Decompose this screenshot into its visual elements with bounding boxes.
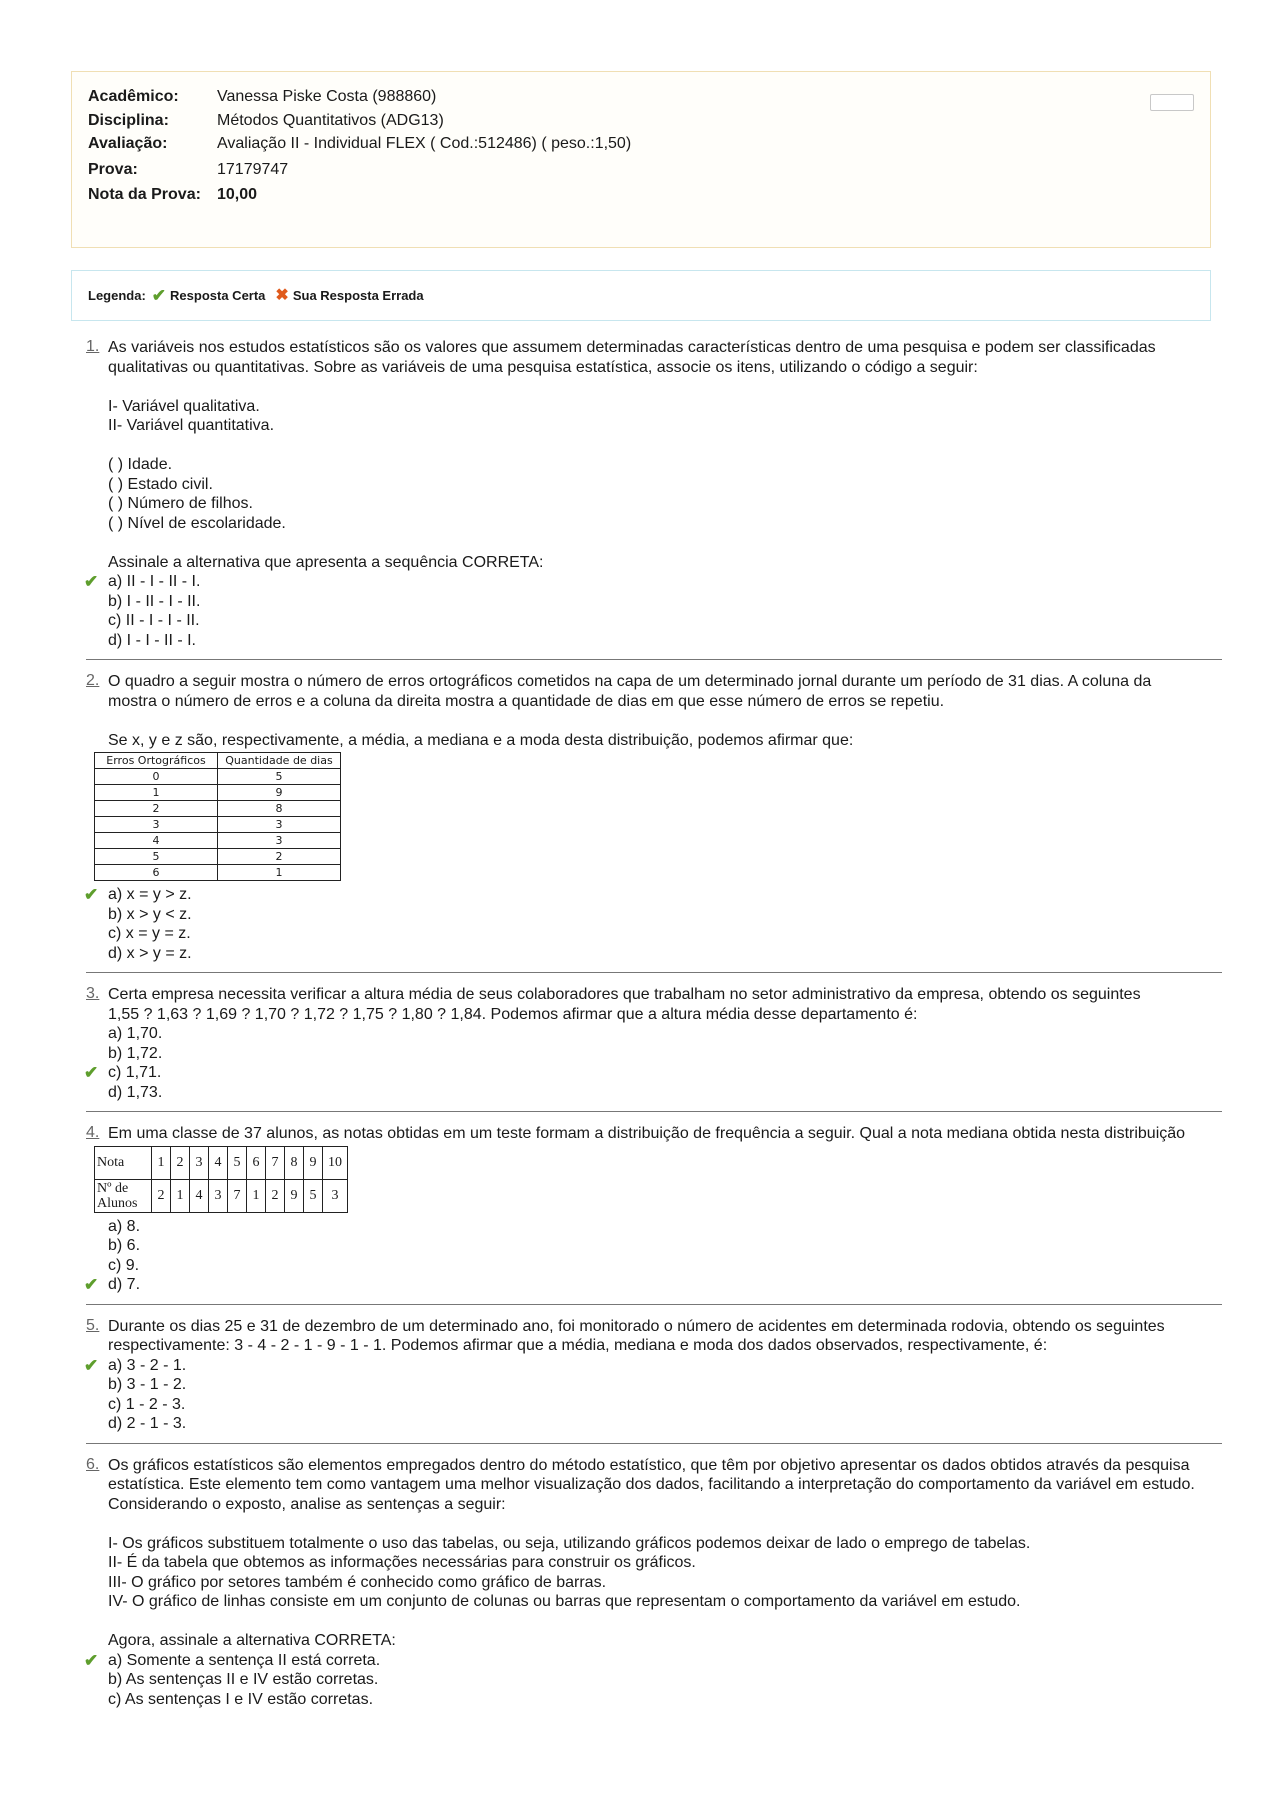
question bbox=[86, 672, 1222, 973]
question-text-line: mostra o número de erros e a coluna da direita mostra a quantidade de dias em que esse número de erros se repetiu. bbox=[108, 692, 945, 710]
answer-option-text: c) As sentenças I e IV estão corretas. bbox=[108, 1690, 374, 1708]
table-header-cell: Erros Ortográficos bbox=[95, 753, 218, 769]
student-info-box bbox=[71, 71, 1211, 248]
question-text-line: 1,55 ? 1,63 ? 1,69 ? 1,70 ? 1,72 ? 1,75 ? 1,80 ? 1,84. Podemos afirmar que a altura média desse departamento é: bbox=[108, 1005, 918, 1023]
question bbox=[86, 985, 1222, 1112]
info-label: Avaliação: bbox=[88, 135, 168, 152]
question-number-link[interactable]: 5. bbox=[86, 1316, 100, 1334]
table-cell: 3 bbox=[218, 817, 341, 833]
question-text-line: respectivamente: 3 - 4 - 2 - 1 - 9 - 1 - 1. Podemos afirmar que a média, mediana e moda dos dados observados, respectivamente, é: bbox=[108, 1337, 1048, 1354]
table-cell: 4 bbox=[190, 1179, 209, 1212]
answer-option bbox=[108, 611, 1222, 631]
answer-option bbox=[108, 1024, 1222, 1044]
question-number-link[interactable]: 6. bbox=[86, 1455, 100, 1473]
table-cell: 6 bbox=[95, 865, 218, 881]
divider bbox=[86, 1443, 1222, 1444]
question-number-link[interactable]: 2. bbox=[86, 672, 100, 689]
question-text-line: Durante os dias 25 e 31 de dezembro de um determinado ano, foi monitorado o número de acidentes em determinada rodovia, obtendo os seguintes bbox=[108, 1317, 1165, 1335]
question-text-line: Os gráficos estatísticos são elementos empregados dentro do método estatístico, que têm por objetivo apresentar os dados obtidos através da pesquisa bbox=[108, 1456, 1190, 1474]
table-cell: 2 bbox=[218, 849, 341, 865]
info-value: Vanessa Piske Costa (988860) bbox=[217, 88, 437, 105]
table-cell: 1 bbox=[218, 865, 341, 881]
info-label: Disciplina: bbox=[88, 112, 169, 129]
question-text-line: IV- O gráfico de linhas consiste em um conjunto de colunas ou barras que representam o comportamento da variável em estudo. bbox=[108, 1593, 1021, 1610]
table-cell: 6 bbox=[247, 1146, 266, 1179]
blank-line bbox=[108, 711, 1222, 731]
divider bbox=[86, 972, 1222, 973]
question bbox=[86, 1456, 1222, 1710]
answer-option bbox=[108, 631, 1222, 651]
answer-option bbox=[108, 1256, 1222, 1276]
answer-option bbox=[84, 1063, 1222, 1083]
check-icon: ✔ bbox=[84, 1355, 99, 1375]
answer-option-text: c) 1 - 2 - 3. bbox=[108, 1395, 186, 1413]
answer-option-text: d) 2 - 1 - 3. bbox=[108, 1415, 187, 1432]
question bbox=[86, 1124, 1222, 1305]
answer-option-text: c) x = y = z. bbox=[108, 925, 191, 942]
question-text-line: ( ) Número de filhos. bbox=[108, 495, 253, 512]
table-cell: 3 bbox=[218, 833, 341, 849]
answer-option-text: a) 3 - 2 - 1. bbox=[108, 1356, 187, 1374]
answer-option-text: d) I - I - II - I. bbox=[108, 631, 196, 649]
answer-option bbox=[84, 885, 1222, 905]
question-number-link[interactable]: 1. bbox=[86, 338, 100, 355]
question-number-link[interactable]: 4. bbox=[86, 1124, 100, 1141]
table-cell: 4 bbox=[95, 833, 218, 849]
answer-option bbox=[108, 905, 1222, 925]
table-cell: 9 bbox=[218, 785, 341, 801]
table-cell: 5 bbox=[304, 1179, 323, 1212]
answer-option-text: a) II - I - II - I. bbox=[108, 573, 201, 590]
table-row bbox=[95, 817, 341, 833]
question-text-line: Assinale a alternativa que apresenta a sequência CORRETA: bbox=[108, 553, 544, 571]
question-text-line: As variáveis nos estudos estatísticos são os valores que assumem determinadas características dentro de uma pesquisa e podem ser classificadas bbox=[108, 339, 1156, 356]
table-cell: 7 bbox=[266, 1146, 285, 1179]
table-row bbox=[95, 833, 341, 849]
answer-option-text: b) x > y < z. bbox=[108, 905, 192, 923]
question bbox=[86, 338, 1222, 660]
table-header-cell: Nota bbox=[95, 1146, 152, 1179]
question-text-line: Certa empresa necessita verificar a altura média de seus colaboradores que trabalham no setor administrativo da empresa, obtendo os seguintes bbox=[108, 986, 1141, 1003]
table-cell: 5 bbox=[95, 849, 218, 865]
divider bbox=[86, 1111, 1222, 1112]
info-value: Métodos Quantitativos (ADG13) bbox=[217, 112, 444, 129]
answer-option bbox=[108, 924, 1222, 944]
answer-option-text: b) As sentenças II e IV estão corretas. bbox=[108, 1671, 379, 1688]
cross-icon: ✖ bbox=[275, 286, 289, 304]
answer-option bbox=[108, 1044, 1222, 1064]
table-cell: 3 bbox=[190, 1146, 209, 1179]
answer-option-text: a) x = y > z. bbox=[108, 886, 192, 903]
check-icon: ✔ bbox=[151, 286, 167, 305]
blank-line bbox=[108, 1514, 1222, 1534]
question bbox=[86, 1317, 1222, 1444]
answer-option bbox=[108, 1375, 1222, 1395]
info-label: Nota da Prova: bbox=[88, 186, 201, 203]
table-row bbox=[95, 849, 341, 865]
question-text-line: Agora, assinale a alternativa CORRETA: bbox=[108, 1632, 396, 1649]
answer-option-text: a) Somente a sentença II está correta. bbox=[108, 1651, 381, 1669]
question-text-line: Em uma classe de 37 alunos, as notas obtidas em um teste formam a distribuição de frequência a seguir. Qual a nota mediana obtida nesta distribuição bbox=[108, 1125, 1186, 1142]
answer-option-text: c) 9. bbox=[108, 1256, 140, 1274]
table-cell: 7 bbox=[228, 1179, 247, 1212]
table-header-cell: Nº de Alunos bbox=[95, 1179, 152, 1212]
blank-line bbox=[108, 533, 1222, 553]
table-row bbox=[95, 1179, 348, 1212]
info-label: Acadêmico: bbox=[88, 88, 179, 105]
question-text-line: III- O gráfico por setores também é conhecido como gráfico de barras. bbox=[108, 1573, 607, 1591]
errors-table bbox=[94, 752, 341, 881]
check-icon: ✔ bbox=[84, 572, 99, 591]
table-cell: 2 bbox=[266, 1179, 285, 1212]
question-text-line: ( ) Idade. bbox=[108, 456, 173, 473]
question-text-line: Considerando o exposto, analise as sentenças a seguir: bbox=[108, 1495, 506, 1513]
answer-option bbox=[84, 1355, 1222, 1376]
legend-correct-label: Resposta Certa bbox=[170, 288, 266, 303]
table-cell: 0 bbox=[95, 769, 218, 785]
answer-option bbox=[84, 1275, 1222, 1295]
answer-option bbox=[108, 944, 1222, 964]
answer-option bbox=[84, 1650, 1222, 1671]
answer-option bbox=[108, 592, 1222, 612]
answer-option bbox=[108, 1414, 1222, 1434]
legend-box bbox=[71, 270, 1211, 321]
info-value: Avaliação II - Individual FLEX ( Cod.:512486) ( peso.:1,50) bbox=[217, 135, 632, 152]
answer-option-text: b) 6. bbox=[108, 1237, 141, 1254]
table-row bbox=[95, 1146, 348, 1179]
table-row bbox=[95, 801, 341, 817]
legend-label: Legenda: bbox=[88, 288, 146, 303]
question-text-line: O quadro a seguir mostra o número de erros ortográficos cometidos na capa de um determinado jornal durante um período de 31 dias. A coluna da bbox=[108, 673, 1152, 690]
table-cell: 1 bbox=[95, 785, 218, 801]
question-text-line: II- É da tabela que obtemos as informações necessárias para construir os gráficos. bbox=[108, 1554, 696, 1571]
table-cell: 8 bbox=[218, 801, 341, 817]
blank-line bbox=[108, 1612, 1222, 1632]
table-row bbox=[95, 785, 341, 801]
answer-option-text: b) 3 - 1 - 2. bbox=[108, 1376, 187, 1393]
question-number-link[interactable]: 3. bbox=[86, 985, 100, 1002]
questions-list bbox=[86, 338, 1222, 1709]
table-cell: 10 bbox=[323, 1146, 348, 1179]
table-cell: 1 bbox=[152, 1146, 171, 1179]
table-cell: 5 bbox=[218, 769, 341, 785]
answer-option-text: d) 7. bbox=[108, 1276, 141, 1293]
answer-option-text: b) 1,72. bbox=[108, 1044, 163, 1062]
table-cell: 3 bbox=[209, 1179, 228, 1212]
table-cell: 4 bbox=[209, 1146, 228, 1179]
question-text-line: I- Variável qualitativa. bbox=[108, 397, 260, 415]
legend-wrong-label: Sua Resposta Errada bbox=[292, 288, 424, 303]
answer-option-text: c) II - I - I - II. bbox=[108, 612, 200, 629]
table-cell: 2 bbox=[152, 1179, 171, 1212]
answer-option-text: d) x > y = z. bbox=[108, 944, 192, 962]
table-cell: 1 bbox=[247, 1179, 266, 1212]
answer-option bbox=[108, 1395, 1222, 1415]
table-cell: 9 bbox=[304, 1146, 323, 1179]
question-text-line: ( ) Estado civil. bbox=[108, 475, 213, 493]
info-value: 10,00 bbox=[217, 186, 258, 203]
blank-line bbox=[108, 436, 1222, 456]
table-cell: 9 bbox=[285, 1179, 304, 1212]
table-row bbox=[95, 865, 341, 881]
answer-option-text: a) 8. bbox=[108, 1217, 141, 1235]
question-text-line: Se x, y e z são, respectivamente, a média, a mediana e a moda desta distribuição, podemos afirmar que: bbox=[108, 731, 854, 749]
table-cell: 1 bbox=[171, 1179, 190, 1212]
answer-option-text: d) 1,73. bbox=[108, 1083, 163, 1101]
table-cell: 3 bbox=[95, 817, 218, 833]
table-cell: 2 bbox=[95, 801, 218, 817]
answer-option-text: a) 1,70. bbox=[108, 1025, 163, 1042]
check-icon: ✔ bbox=[84, 1650, 99, 1670]
check-icon: ✔ bbox=[84, 1063, 99, 1082]
print-button[interactable] bbox=[1150, 94, 1194, 111]
answer-option bbox=[108, 1217, 1222, 1237]
answer-option bbox=[108, 1690, 1222, 1710]
answer-option-text: b) I - II - I - II. bbox=[108, 592, 201, 610]
check-icon: ✔ bbox=[84, 885, 99, 904]
answer-option bbox=[108, 1670, 1222, 1690]
question-text-line: II- Variável quantitativa. bbox=[108, 417, 275, 434]
answer-option bbox=[108, 1236, 1222, 1256]
question-text-line: I- Os gráficos substituem totalmente o uso das tabelas, ou seja, utilizando gráficos podemos deixar de lado o emprego de tabelas. bbox=[108, 1534, 1031, 1552]
info-value: 17179747 bbox=[217, 161, 289, 178]
blank-line bbox=[108, 377, 1222, 397]
question-text-line: ( ) Nível de escolaridade. bbox=[108, 514, 286, 532]
table-cell: 5 bbox=[228, 1146, 247, 1179]
table-row bbox=[95, 769, 341, 785]
info-label: Prova: bbox=[88, 161, 138, 178]
divider bbox=[86, 1304, 1222, 1305]
table-cell: 3 bbox=[323, 1179, 348, 1212]
question-text-line: qualitativas ou quantitativas. Sobre as variáveis de uma pesquisa estatística, associe os itens, utilizando o código a seguir: bbox=[108, 358, 978, 376]
check-icon: ✔ bbox=[84, 1275, 99, 1294]
answer-option-text: c) 1,71. bbox=[108, 1064, 162, 1081]
answer-option bbox=[108, 1083, 1222, 1103]
table-cell: 2 bbox=[171, 1146, 190, 1179]
question-text-line: estatística. Este elemento tem como vantagem uma melhor visualização dos dados, facilitando a interpretação do comportamento da variável em estudo. bbox=[108, 1476, 1195, 1493]
table-cell: 8 bbox=[285, 1146, 304, 1179]
answer-option bbox=[84, 572, 1222, 592]
divider bbox=[86, 659, 1222, 660]
table-header-cell: Quantidade de dias bbox=[218, 753, 341, 769]
grades-table bbox=[94, 1146, 348, 1213]
